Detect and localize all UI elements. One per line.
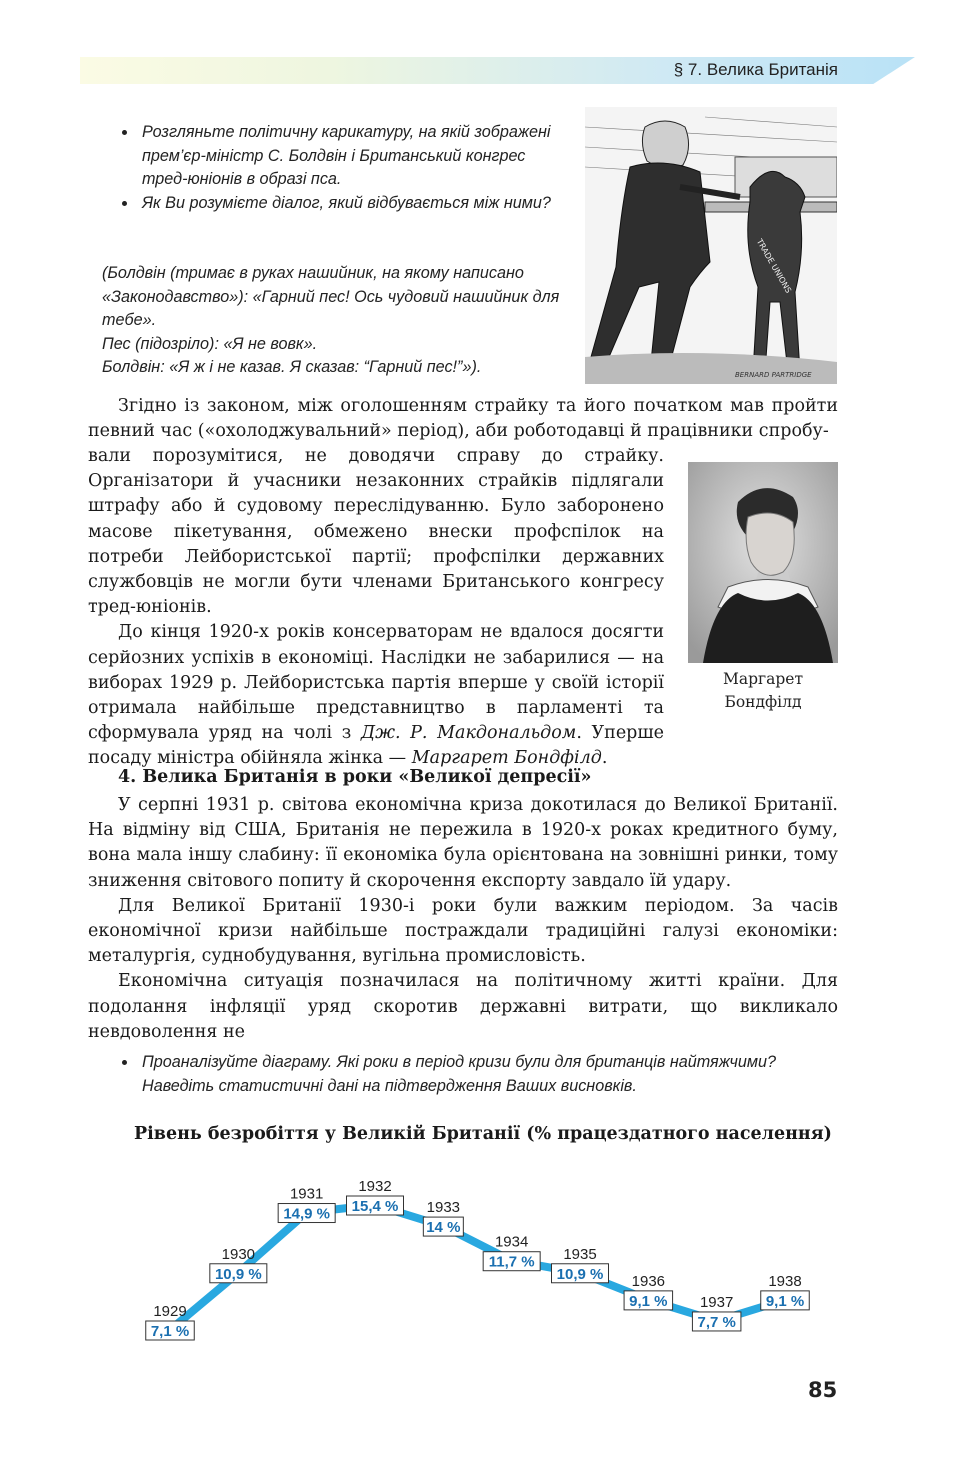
paragraph-text: Економічна ситуація позначилася на політичному житті країни. Для подолання інфляції уряд скоротив державні витрати, що викликало невдоволення не <box>88 971 838 1042</box>
paragraph-wrap <box>88 444 664 772</box>
paragraph-text: вали порозумітися, не доводячи справу до страйку. Організатори й учасники незаконних страйків підлягали штрафу або й судовому переслідуванню. Було заборонено масове пікетування, обмежено внески профспілок на потреби Лейбористської партії; профспілки державних службовців не могли бути членами Британського конгресу тред-юніонів. <box>88 446 664 618</box>
dialog-line: Пес (підозріло): «Я не вовк». <box>102 334 318 353</box>
year-label: 1933 <box>426 1199 461 1217</box>
caption-line: Бондфілд <box>724 693 802 711</box>
task-block-bottom <box>118 1051 838 1098</box>
year-label: 1936 <box>631 1272 666 1290</box>
data-label: 11,7 % <box>488 1253 535 1271</box>
year-label: 1932 <box>358 1178 392 1195</box>
portrait-photo <box>688 462 838 663</box>
data-label: 7,7 % <box>697 1313 736 1331</box>
year-label: 1934 <box>494 1233 529 1251</box>
data-label: 10,9 % <box>214 1265 262 1283</box>
data-label: 10,9 % <box>556 1265 604 1283</box>
data-label: 7,1 % <box>150 1323 190 1340</box>
cartoon-dialog <box>102 262 562 380</box>
data-label: 14 % <box>426 1219 461 1237</box>
portrait-caption <box>690 668 836 714</box>
cartoon-signature: BERNARD PARTRIDGE <box>735 371 812 379</box>
dialog-line: Болдвін: «Я ж і не казав. Я сказав: “Гарний пес!”»). <box>102 358 482 376</box>
paragraph-text: До кінця 1920-х років консерваторам не вдалося досягти серйозних успіхів в економіці. Наслідки не забарилися — на виборах 1929 р. Лейбористська партія вперше у своїй історії отримала найбільше представництво в парламенті та сформувала уряд на чолі з Дж. Р. Макдональдом. Уперше посаду міністра обійняла жінка — Маргарет Бондфілд. <box>88 622 665 769</box>
paragraph-text: Згідно із законом, між оголошенням страйку та його початком мав пройти певний час («охолоджувальний» період), аби роботодавці й працівники спробу- <box>88 396 838 442</box>
political-cartoon <box>585 107 837 384</box>
task-item: • Проаналізуйте діаграму. Які роки в період кризи були для британців найтяжчими? Наведіть статистичні дані на підтвердження Ваших висновків. <box>138 1051 838 1098</box>
dog-collar-label: TRADE UNIONS <box>754 237 794 295</box>
section-heading: 4. Велика Британія в роки «Великої депресії» <box>118 767 592 787</box>
bondfield-name: Маргарет Бондфілд <box>411 748 602 769</box>
data-label: 9,1 % <box>629 1292 668 1310</box>
year-label: 1937 <box>699 1293 734 1311</box>
task-item: • Розгляньте політичну карикатуру, на якій зображені прем’єр-міністр С. Болдвін і Британський конгрес тред-юніонів в образі пса. <box>138 121 563 192</box>
data-label: 9,1 % <box>765 1292 805 1310</box>
chart-title: Рівень безробіття у Великій Британії (% працездатного населення) <box>134 1124 832 1144</box>
dialog-line: (Болдвін (тримає в руках нашийник, на якому написано «Законодавство»): «Гарний пес! Ось чудовий нашийник для тебе». <box>102 264 560 329</box>
year-label: 1938 <box>768 1272 802 1290</box>
section-body <box>88 793 838 1045</box>
year-label: 1929 <box>153 1303 187 1320</box>
data-label: 14,9 % <box>283 1205 331 1223</box>
running-header: § 7. Велика Британія <box>673 60 838 79</box>
paragraph-intro <box>88 394 838 444</box>
data-label: 15,4 % <box>351 1198 399 1215</box>
page-number: 85 <box>808 1378 838 1402</box>
task-block-top <box>118 121 563 215</box>
macdonald-name: Дж. Р. Макдональдом <box>360 723 577 744</box>
year-label: 1935 <box>563 1245 597 1263</box>
caption-line: Маргарет <box>722 670 804 688</box>
task-item: • Як Ви розумієте діалог, який відбувається між ними? <box>138 192 563 216</box>
unemployment-chart <box>120 1165 840 1350</box>
paragraph-text: Для Великої Британії 1930-і роки були важким періодом. За часів економічної кризи найбільше постраждали традиційні галузі економіки: металургія, суднобудування, вугільна промисловість. <box>88 895 838 967</box>
paragraph-text: У серпні 1931 р. світова економічна криза докотилася до Великої Британії. На відміну від США, Британія не пережила в 1920-х роках кредитного буму, вона мала іншу слабину: її економіка була орієнтована на зовнішні ринки, тому зниження світового попиту й скорочення експорту завдало їй удару. <box>88 795 838 891</box>
year-label: 1930 <box>221 1245 256 1263</box>
year-label: 1931 <box>289 1185 324 1203</box>
